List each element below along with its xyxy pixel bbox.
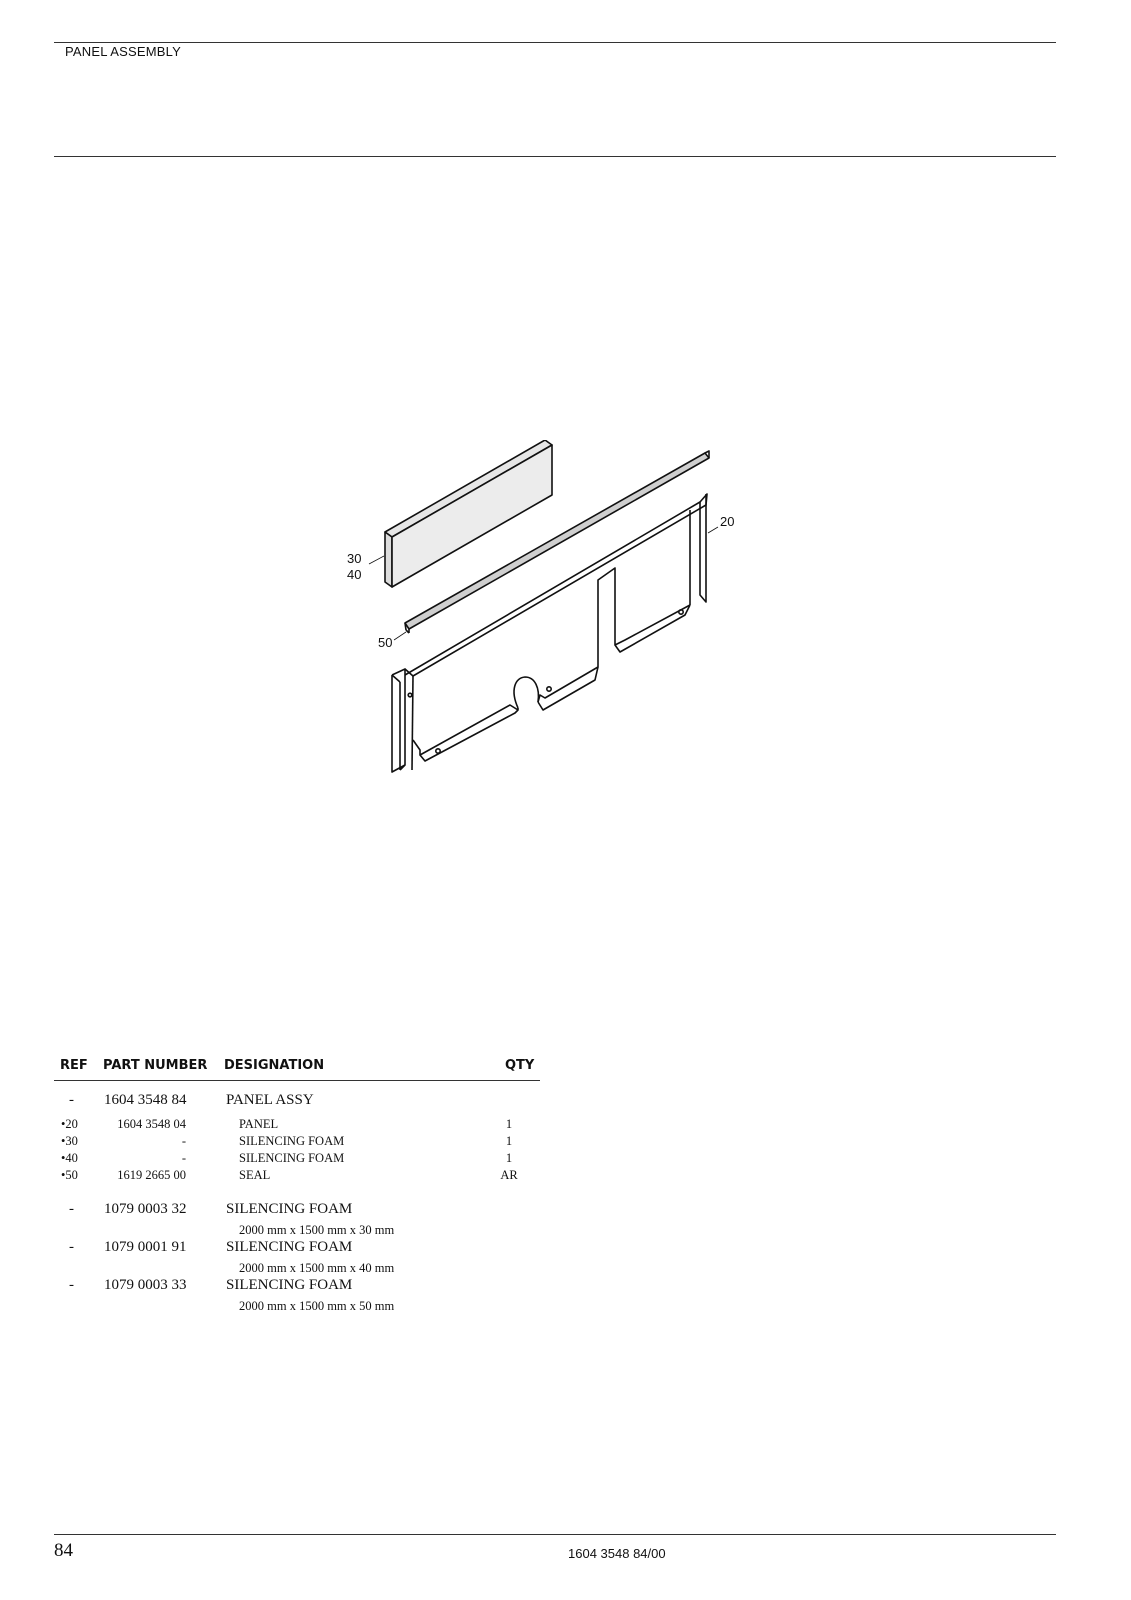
designation-cell: SILENCING FOAM: [239, 1134, 345, 1148]
ref-cell: •30: [61, 1134, 78, 1148]
page-title: PANEL ASSEMBLY: [65, 44, 181, 59]
part-number-cell: 1079 0001 91: [104, 1239, 187, 1255]
panel-assembly-diagram: [340, 440, 760, 800]
designation-cell: PANEL: [239, 1117, 279, 1131]
designation-cell: SEAL: [239, 1168, 271, 1182]
ref-cell: -: [69, 1277, 74, 1293]
designation-cell: PANEL ASSY: [226, 1092, 314, 1108]
part-number-cell: -: [181, 1134, 186, 1148]
col-header-qty: QTY: [505, 1058, 535, 1073]
designation-cell: SILENCING FOAM: [226, 1277, 353, 1293]
designation-cell: SILENCING FOAM: [239, 1151, 345, 1165]
col-header-part-number: PART NUMBER: [103, 1058, 208, 1073]
header-bottom-rule: [54, 156, 1056, 157]
qty-cell: AR: [500, 1168, 518, 1182]
ref-cell: •20: [61, 1117, 78, 1131]
qty-cell: 1: [505, 1117, 513, 1131]
table-header-rule: [54, 1080, 540, 1081]
callout-20: 20: [720, 514, 735, 529]
part-number-cell: 1079 0003 32: [104, 1201, 187, 1217]
header-top-rule: [54, 42, 1056, 43]
dimension-detail: 2000 mm x 1500 mm x 40 mm: [239, 1261, 395, 1275]
part-number-cell: -: [181, 1151, 186, 1165]
silencing-foam-block: [385, 440, 552, 587]
qty-cell: 1: [505, 1151, 513, 1165]
ref-cell: •50: [61, 1168, 78, 1182]
ref-cell: -: [69, 1239, 74, 1255]
col-header-ref: REF: [60, 1058, 88, 1073]
document-code: 1604 3548 84/00: [568, 1546, 666, 1561]
col-header-designation: DESIGNATION: [224, 1058, 325, 1073]
ref-cell: •40: [61, 1151, 78, 1165]
callout-50: 50: [378, 635, 393, 650]
dimension-detail: 2000 mm x 1500 mm x 50 mm: [239, 1299, 395, 1313]
part-number-cell: 1604 3548 04: [117, 1117, 186, 1131]
part-number-cell: 1604 3548 84: [104, 1092, 187, 1108]
ref-cell: -: [69, 1092, 74, 1108]
callout-30: 30: [347, 551, 362, 566]
designation-cell: SILENCING FOAM: [226, 1239, 353, 1255]
part-number-cell: 1079 0003 33: [104, 1277, 187, 1293]
part-number-cell: 1619 2665 00: [117, 1168, 186, 1182]
dimension-detail: 2000 mm x 1500 mm x 30 mm: [239, 1223, 395, 1237]
qty-cell: 1: [505, 1134, 513, 1148]
page-number: 84: [54, 1540, 73, 1561]
callout-40: 40: [347, 567, 362, 582]
designation-cell: SILENCING FOAM: [226, 1201, 353, 1217]
ref-cell: -: [69, 1201, 74, 1217]
footer-rule: [54, 1534, 1056, 1535]
